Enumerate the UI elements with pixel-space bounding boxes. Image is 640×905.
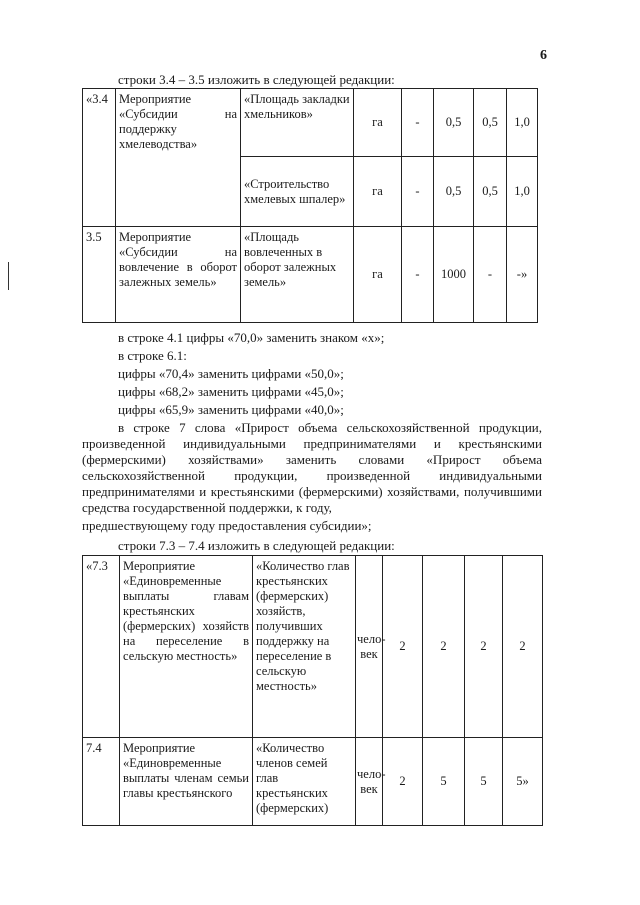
table-row [83,227,538,323]
table-rows-7-3-7-4 [82,555,543,826]
value-cell: 0,5 [474,157,507,227]
value-cell: 2 [423,556,465,738]
value-cell: 1000 [434,227,474,323]
table-rows-3-4-3-5 [82,88,538,323]
value-cell: 0,5 [434,89,474,157]
amendment-line: цифры «68,2» заменить цифрами «45,0»; [118,384,344,399]
value-cell: - [474,227,507,323]
amendment-line: цифры «65,9» заменить цифрами «40,0»; [118,402,344,417]
indicator-cell: «Количество членов семей глав крестьянских (фермерских) [253,738,356,826]
value-cell: 1,0 [507,89,538,157]
row-number: «3.4 [83,89,116,227]
unit-cell: га [354,227,402,323]
table-row [83,556,543,738]
event-cell: Мероприятие «Единовременные выплаты членам семьи главы крестьянского [120,738,253,826]
unit-cell: га [354,89,402,157]
value-cell: - [402,157,434,227]
table-row [83,738,543,826]
value-cell: 5 [465,738,503,826]
row-number: «7.3 [83,556,120,738]
value-cell: 0,5 [434,157,474,227]
value-cell: 0,5 [474,89,507,157]
indicator-cell: «Строительство хмелевых шпалер» [241,157,354,227]
row-number: 3.5 [83,227,116,323]
value-cell: 2 [465,556,503,738]
value-cell: 5 [423,738,465,826]
event-cell: Мероприятие «Субсидии на вовлечение в оборот залежных земель» [116,227,241,323]
row-number: 7.4 [83,738,120,826]
value-cell: 1,0 [507,157,538,227]
paragraph-line-7-end: предшествующему году предоставления субсидии»; [82,518,372,533]
value-cell: - [402,89,434,157]
event-cell: Мероприятие «Единовременные выплаты главам крестьянских (фермерских) хозяйств на переселение в сельскую местность» [120,556,253,738]
value-cell: -» [507,227,538,323]
unit-cell: га [354,157,402,227]
value-cell: 2 [503,556,543,738]
indicator-cell: «Площадь закладки хмельников» [241,89,354,157]
intro-text-1: строки 3.4 – 3.5 изложить в следующей редакции: [118,72,395,87]
value-cell: 2 [383,738,423,826]
intro-text-2: строки 7.3 – 7.4 изложить в следующей редакции: [118,538,395,553]
indicator-cell: «Количество глав крестьянских (фермерских) хозяйств, получивших поддержку на переселение в сельскую местность» [253,556,356,738]
indicator-cell: «Площадь вовлеченных в оборот залежных земель» [241,227,354,323]
event-cell: Мероприятие «Субсидии на поддержку хмелеводства» [116,89,241,227]
unit-cell: чело-век [356,738,383,826]
amendment-line: цифры «70,4» заменить цифрами «50,0»; [118,366,344,381]
value-cell: 2 [383,556,423,738]
value-cell: 5» [503,738,543,826]
value-cell: - [402,227,434,323]
page-number: 6 [540,48,547,63]
unit-cell: чело-век [356,556,383,738]
amendment-line: в строке 6.1: [118,348,187,363]
amendment-line: в строке 4.1 цифры «70,0» заменить знаком «х»; [118,330,385,345]
paragraph-line-7: в строке 7 слова «Прирост объема сельскохозяйственной продукции, произведенной индивидуальными предпринимателями и крестьянскими (фермерскими) хозяйствами» заменить словами «Прирост объема сельскохозяйственной продукции, произведенной индивидуальными предпринимателями и крестьянскими (фермерскими) хозяйствами, получившими средства государственной поддержки, к году, [82,420,542,515]
margin-mark [8,262,9,290]
table-row [83,89,538,157]
